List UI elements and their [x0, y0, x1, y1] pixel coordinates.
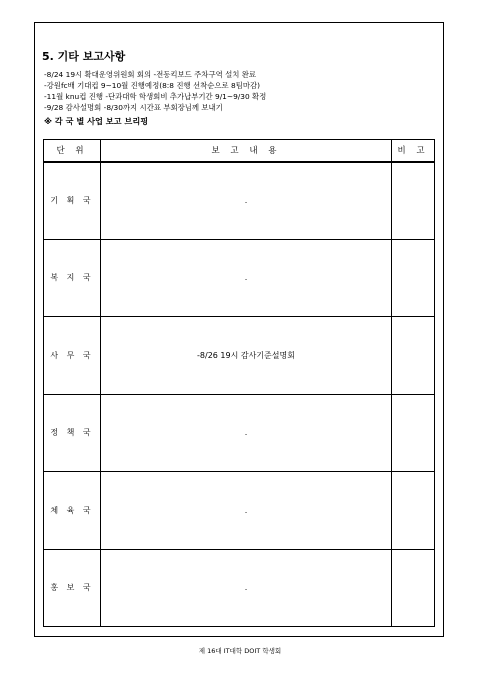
header-unit: 단 위 [44, 140, 101, 162]
row-content-policy: . [101, 394, 392, 472]
table-row [44, 472, 435, 550]
row-content-office: -8/26 19시 감사기준설명회 [101, 317, 392, 395]
note-line-3: -11월 knu컵 진행 -단과대학 학생회비 추가납부기간 9/1~9/30 확정 [44, 92, 267, 101]
note-line-4: -9/28 감사설명회 -8/30까지 시간표 부회장님께 보내기 [44, 103, 223, 112]
row-unit-policy: 정 책 국 [44, 394, 101, 472]
header-remark: 비 고 [392, 140, 435, 162]
table-row [44, 317, 435, 395]
row-unit-planning: 기 획 국 [44, 162, 101, 240]
table-row [44, 394, 435, 472]
table-header-row [44, 140, 435, 162]
section-title: 5. 기타 보고사항 [42, 50, 126, 63]
row-content-planning: . [101, 162, 392, 240]
row-unit-welfare: 복 지 국 [44, 239, 101, 317]
row-remark-promotion [392, 549, 435, 627]
row-remark-sports [392, 472, 435, 550]
table-row [44, 549, 435, 627]
row-content-promotion: . [101, 549, 392, 627]
page-footer: 제 16대 IT대학 DOIT 학생회 [198, 647, 282, 655]
briefing-title: ※ 각 국 별 사업 보고 브리핑 [44, 116, 149, 126]
row-unit-promotion: 홍 보 국 [44, 549, 101, 627]
note-line-1: -8/24 19시 확대운영위원회 회의 -전동킥보드 주차구역 설치 완료 [44, 70, 256, 79]
row-remark-office [392, 317, 435, 395]
row-remark-policy [392, 394, 435, 472]
header-content: 보 고 내 용 [101, 140, 392, 162]
row-unit-sports: 체 육 국 [44, 472, 101, 550]
row-content-sports: . [101, 472, 392, 550]
report-table [43, 139, 435, 627]
row-unit-office: 사 무 국 [44, 317, 101, 395]
row-content-welfare: . [101, 239, 392, 317]
table-row [44, 239, 435, 317]
row-remark-planning [392, 162, 435, 240]
table-row [44, 162, 435, 240]
row-remark-welfare [392, 239, 435, 317]
note-line-2: -강원fc배 기대컵 9~10월 진행예정(8:8 진행 선착순으로 8팀마감) [44, 81, 261, 90]
